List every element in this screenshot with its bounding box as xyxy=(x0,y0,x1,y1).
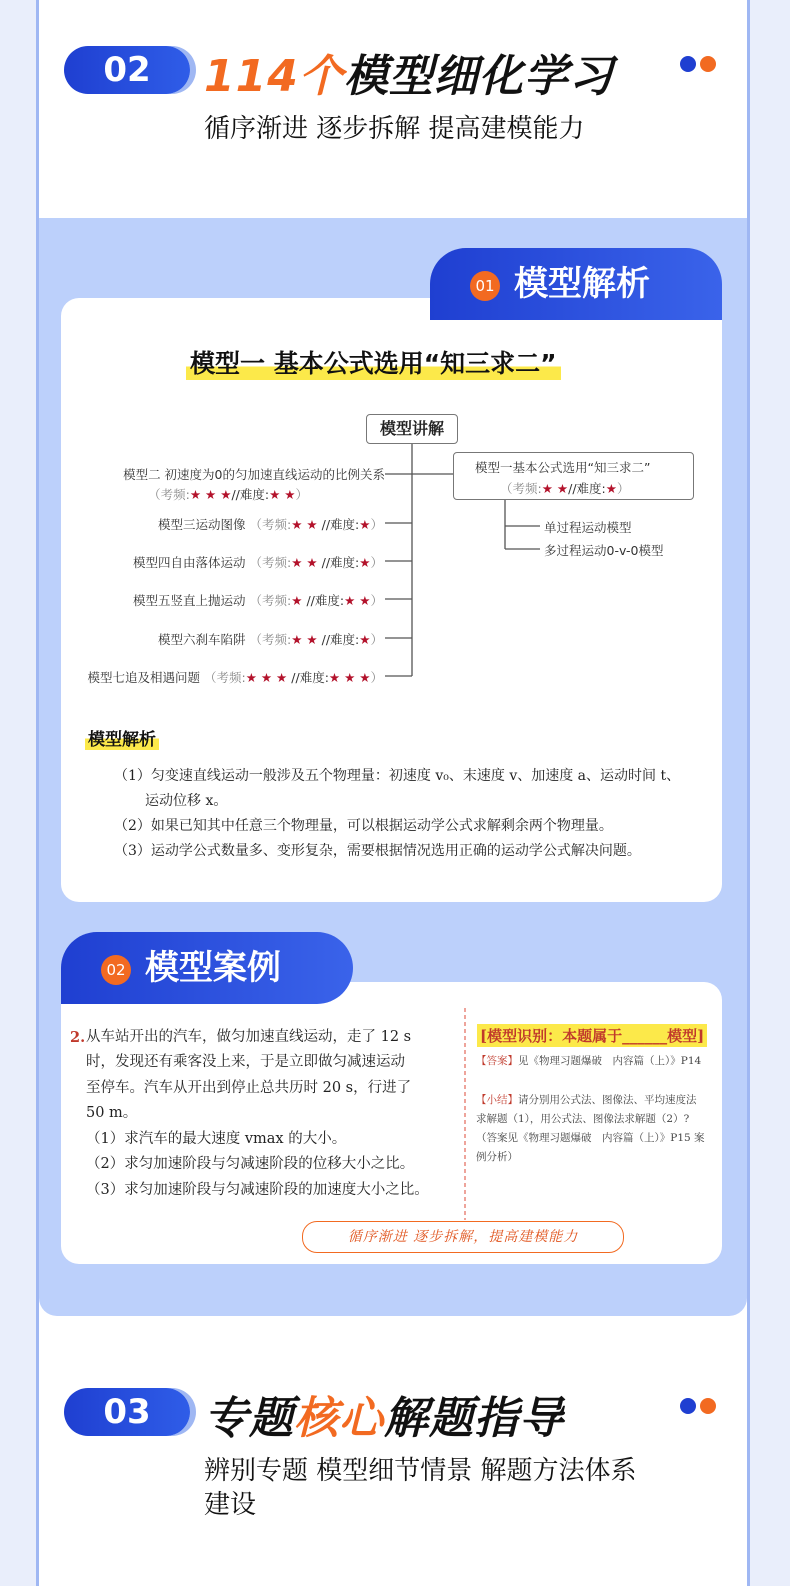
dashed-divider xyxy=(463,1008,467,1220)
section-03-header xyxy=(64,1386,724,1526)
tree-root: 模型讲解 xyxy=(366,414,458,444)
model-tree-connectors xyxy=(0,0,790,700)
analysis-line: （1）匀变速直线运动一般涉及五个物理量：初速度 v₀、末速度 v、加速度 a、运动时间 t、 xyxy=(114,768,681,784)
tab-label: 模型案例 xyxy=(145,948,281,988)
answer-note: 【答案】见《物理习题爆破 内容篇（上）》P14 xyxy=(476,1055,702,1067)
question-line: （3）求匀加速阶段与匀减速阶段的加速度大小之比。 xyxy=(86,1182,429,1198)
summary-line: 求解题（1），用公式法、图像法求解题（2）? xyxy=(476,1113,690,1125)
diff-stars: ★ xyxy=(605,481,617,496)
decor-dots xyxy=(672,1398,712,1416)
analysis-line: （2）如果已知其中任意三个物理量，可以根据运动学公式求解剩余两个物理量。 xyxy=(114,818,613,834)
summary-tag: 【小结】 xyxy=(476,1094,518,1106)
section-number-badge: 02 xyxy=(64,46,190,94)
tree-left-item: 模型三运动图像 （考频:★ ★ //难度:★） xyxy=(158,517,383,532)
model-title: 模型一 基本公式选用“知三求二” xyxy=(186,344,561,380)
tree-right-child: 单过程运动模型 xyxy=(544,520,632,535)
tree-right-title: 模型一基本公式选用“知三求二” xyxy=(475,460,651,475)
tree-left-rating: （考频:★ ★ ★//难度:★ ★） xyxy=(148,487,308,502)
blue-dot-icon xyxy=(680,1398,696,1414)
section-subtitle: 循序渐进 逐步拆解 提高建模能力 xyxy=(204,114,585,144)
tree-left-item: 模型六刹车陷阱 （考频:★ ★ //难度:★） xyxy=(158,632,383,647)
freq-stars: ★ ★ xyxy=(541,481,569,496)
section-number-badge: 03 xyxy=(64,1388,190,1436)
answer-tag: 【答案】 xyxy=(476,1055,518,1067)
section-title: 专题核心解题指导 xyxy=(204,1393,564,1444)
question-number: 2. xyxy=(70,1029,86,1046)
tree-left-item: 模型七追及相遇问题 （考频:★ ★ ★ //难度:★ ★ ★） xyxy=(87,670,383,685)
question-line: （2）求匀加速阶段与匀减速阶段的位移大小之比。 xyxy=(86,1156,415,1172)
section-subtitle: 建设 xyxy=(204,1490,257,1520)
slogan-bubble: 循序渐进 逐步拆解，提高建模能力 xyxy=(302,1221,624,1253)
section-title-highlight: 114个 xyxy=(204,51,344,102)
question-line: 从车站开出的汽车，做匀加速直线运动，走了 12 s xyxy=(86,1029,412,1045)
analysis-heading: 模型解析 xyxy=(85,725,159,750)
question-line: 时，发现还有乘客没上来，于是立即做匀减速运动 xyxy=(86,1054,405,1070)
tab-label: 模型解析 xyxy=(514,264,650,304)
question-line: （1）求汽车的最大速度 vmax 的大小。 xyxy=(86,1131,347,1147)
section-title-highlight: 核心 xyxy=(294,1393,384,1444)
question-line: 50 m。 xyxy=(86,1105,138,1121)
section-title-rest: 模型细化学习 xyxy=(343,51,614,102)
analysis-line: 运动位移 x。 xyxy=(145,793,228,809)
question-line: 至停车。汽车从开出到停止总共历时 20 s，行进了 xyxy=(86,1080,412,1096)
summary-line: 例分析） xyxy=(476,1151,518,1163)
tree-left-item: 模型四自由落体运动 （考频:★ ★ //难度:★） xyxy=(133,555,383,570)
tab-number-badge: 02 xyxy=(101,955,131,985)
tab-number-badge: 01 xyxy=(470,271,500,301)
summary-line: （答案见《物理习题爆破 内容篇（上）》P15 案 xyxy=(476,1132,705,1144)
tree-left-item: 模型二 初速度为0的匀加速直线运动的比例关系 xyxy=(123,467,385,482)
summary-note: 【小结】请分别用公式法、图像法、平均速度法 xyxy=(476,1094,697,1106)
model-recognition: [模型识别：本题属于______模型] xyxy=(477,1024,707,1047)
tree-right-rating: （考频:★ ★//难度:★） xyxy=(500,481,630,496)
tree-left-item: 模型五竖直上抛运动 （考频:★ //难度:★ ★） xyxy=(133,593,383,608)
section-subtitle: 辨别专题 模型细节情景 解题方法体系 xyxy=(204,1456,637,1486)
tree-right-child: 多过程运动0-v-0模型 xyxy=(544,543,664,558)
analysis-line: （3）运动学公式数量多、变形复杂，需要根据情况选用正确的运动学公式解决问题。 xyxy=(114,843,641,859)
orange-dot-icon xyxy=(700,1398,716,1414)
tab-model-case xyxy=(61,932,353,1004)
